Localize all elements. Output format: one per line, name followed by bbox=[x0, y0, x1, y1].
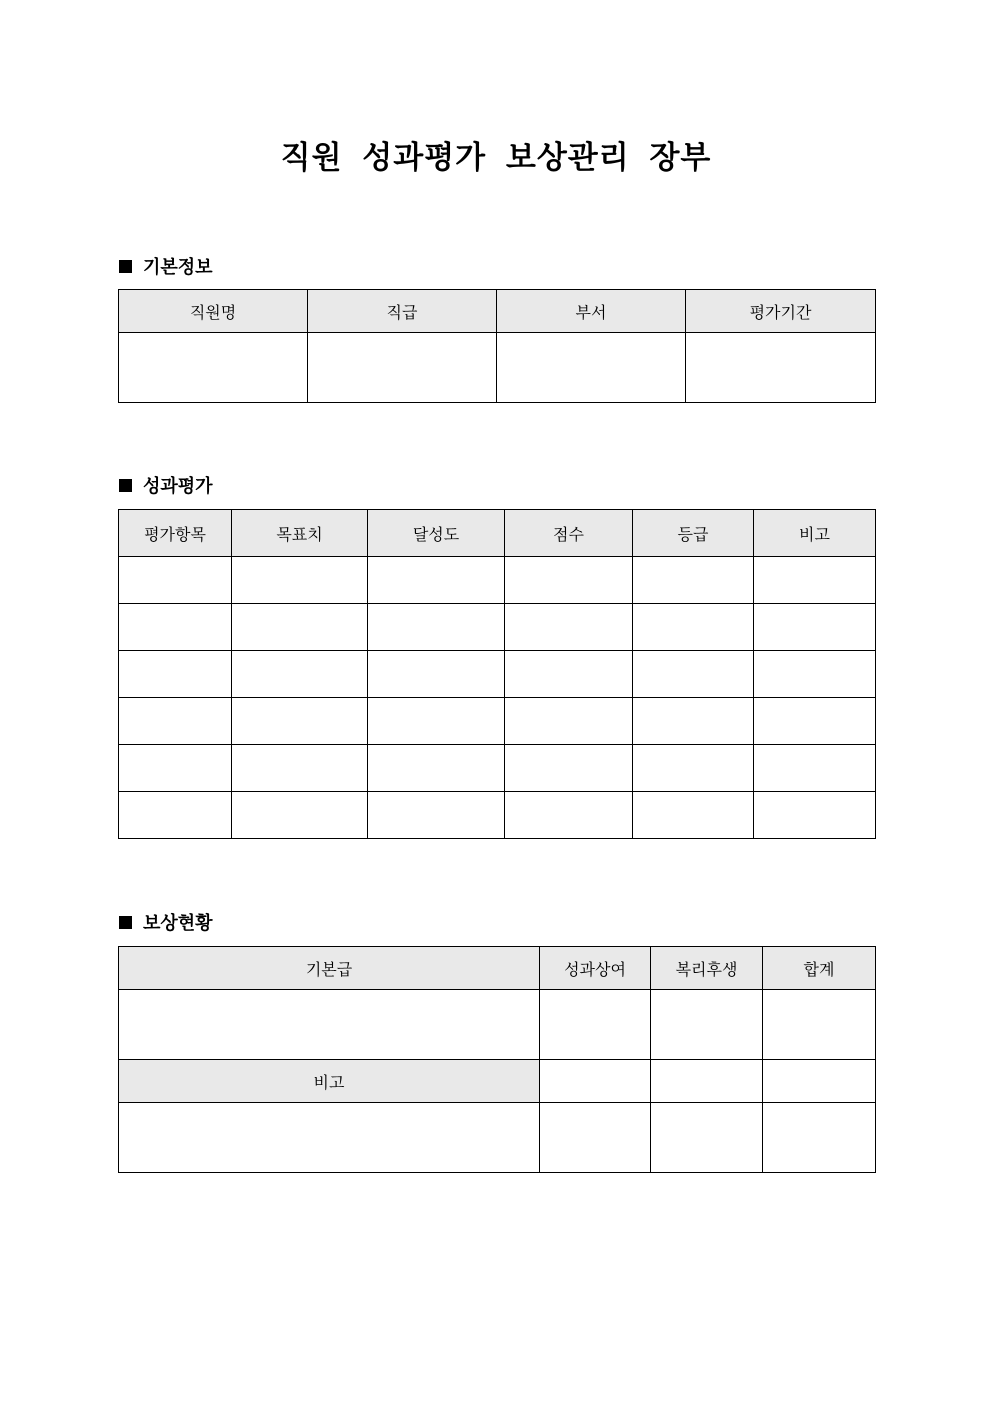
blank-cell[interactable] bbox=[763, 1060, 876, 1103]
header-target: 목표치 bbox=[232, 510, 368, 557]
score-cell[interactable] bbox=[505, 698, 633, 745]
achievement-cell[interactable] bbox=[368, 792, 505, 839]
target-cell[interactable] bbox=[232, 745, 368, 792]
blank-cell[interactable] bbox=[540, 1103, 651, 1173]
eval-item-cell[interactable] bbox=[119, 651, 232, 698]
blank-cell[interactable] bbox=[540, 1060, 651, 1103]
remarks-label: 비고 bbox=[119, 1060, 540, 1103]
header-position: 직급 bbox=[308, 290, 497, 333]
evaluation-period-cell[interactable] bbox=[686, 333, 876, 403]
grade-cell[interactable] bbox=[633, 745, 754, 792]
section-compensation-title: 보상현황 bbox=[143, 913, 213, 934]
eval-item-cell[interactable] bbox=[119, 745, 232, 792]
target-cell[interactable] bbox=[232, 698, 368, 745]
table-row bbox=[119, 557, 876, 604]
score-cell[interactable] bbox=[505, 557, 633, 604]
section-evaluation-title: 성과평가 bbox=[143, 476, 213, 497]
blank-cell[interactable] bbox=[651, 1103, 763, 1173]
section-evaluation-heading bbox=[119, 472, 213, 498]
score-cell[interactable] bbox=[505, 604, 633, 651]
base-salary-cell[interactable] bbox=[119, 990, 540, 1060]
eval-item-cell[interactable] bbox=[119, 557, 232, 604]
score-cell[interactable] bbox=[505, 745, 633, 792]
achievement-cell[interactable] bbox=[368, 745, 505, 792]
header-employee-name: 직원명 bbox=[119, 290, 308, 333]
target-cell[interactable] bbox=[232, 557, 368, 604]
score-cell[interactable] bbox=[505, 792, 633, 839]
grade-cell[interactable] bbox=[633, 651, 754, 698]
table-row bbox=[119, 651, 876, 698]
section-basic-title: 기본정보 bbox=[143, 257, 213, 278]
eval-item-cell[interactable] bbox=[119, 698, 232, 745]
section-basic-heading bbox=[119, 253, 213, 279]
header-evaluation-period: 평가기간 bbox=[686, 290, 876, 333]
compensation-table bbox=[118, 946, 876, 1173]
table-row bbox=[119, 698, 876, 745]
remarks-cell[interactable] bbox=[754, 792, 876, 839]
header-eval-item: 평가항목 bbox=[119, 510, 232, 557]
header-department: 부서 bbox=[497, 290, 686, 333]
achievement-cell[interactable] bbox=[368, 604, 505, 651]
header-grade: 등급 bbox=[633, 510, 754, 557]
grade-cell[interactable] bbox=[633, 604, 754, 651]
grade-cell[interactable] bbox=[633, 698, 754, 745]
header-base-salary: 기본급 bbox=[119, 947, 540, 990]
remarks-cell[interactable] bbox=[754, 745, 876, 792]
header-welfare: 복리후생 bbox=[651, 947, 763, 990]
performance-bonus-cell[interactable] bbox=[540, 990, 651, 1060]
remarks-cell[interactable] bbox=[754, 604, 876, 651]
achievement-cell[interactable] bbox=[368, 557, 505, 604]
score-cell[interactable] bbox=[505, 651, 633, 698]
evaluation-table bbox=[118, 509, 876, 839]
header-score: 점수 bbox=[505, 510, 633, 557]
basic-info-table bbox=[118, 289, 876, 403]
target-cell[interactable] bbox=[232, 651, 368, 698]
square-bullet-icon bbox=[119, 479, 132, 492]
header-performance-bonus: 성과상여 bbox=[540, 947, 651, 990]
square-bullet-icon bbox=[119, 260, 132, 273]
target-cell[interactable] bbox=[232, 604, 368, 651]
total-cell[interactable] bbox=[763, 990, 876, 1060]
position-cell[interactable] bbox=[308, 333, 497, 403]
header-achievement: 달성도 bbox=[368, 510, 505, 557]
table-row bbox=[119, 604, 876, 651]
department-cell[interactable] bbox=[497, 333, 686, 403]
table-row bbox=[119, 745, 876, 792]
eval-item-cell[interactable] bbox=[119, 792, 232, 839]
grade-cell[interactable] bbox=[633, 792, 754, 839]
target-cell[interactable] bbox=[232, 792, 368, 839]
section-compensation-heading bbox=[119, 909, 213, 935]
eval-item-cell[interactable] bbox=[119, 604, 232, 651]
remarks-cell[interactable] bbox=[119, 1103, 540, 1173]
remarks-cell[interactable] bbox=[754, 557, 876, 604]
header-total: 합계 bbox=[763, 947, 876, 990]
document-title: 직원 성과평가 보상관리 장부 bbox=[280, 140, 712, 176]
achievement-cell[interactable] bbox=[368, 651, 505, 698]
table-row bbox=[119, 792, 876, 839]
header-remarks: 비고 bbox=[754, 510, 876, 557]
welfare-cell[interactable] bbox=[651, 990, 763, 1060]
remarks-cell[interactable] bbox=[754, 651, 876, 698]
achievement-cell[interactable] bbox=[368, 698, 505, 745]
grade-cell[interactable] bbox=[633, 557, 754, 604]
blank-cell[interactable] bbox=[651, 1060, 763, 1103]
square-bullet-icon bbox=[119, 916, 132, 929]
blank-cell[interactable] bbox=[763, 1103, 876, 1173]
remarks-cell[interactable] bbox=[754, 698, 876, 745]
employee-name-cell[interactable] bbox=[119, 333, 308, 403]
